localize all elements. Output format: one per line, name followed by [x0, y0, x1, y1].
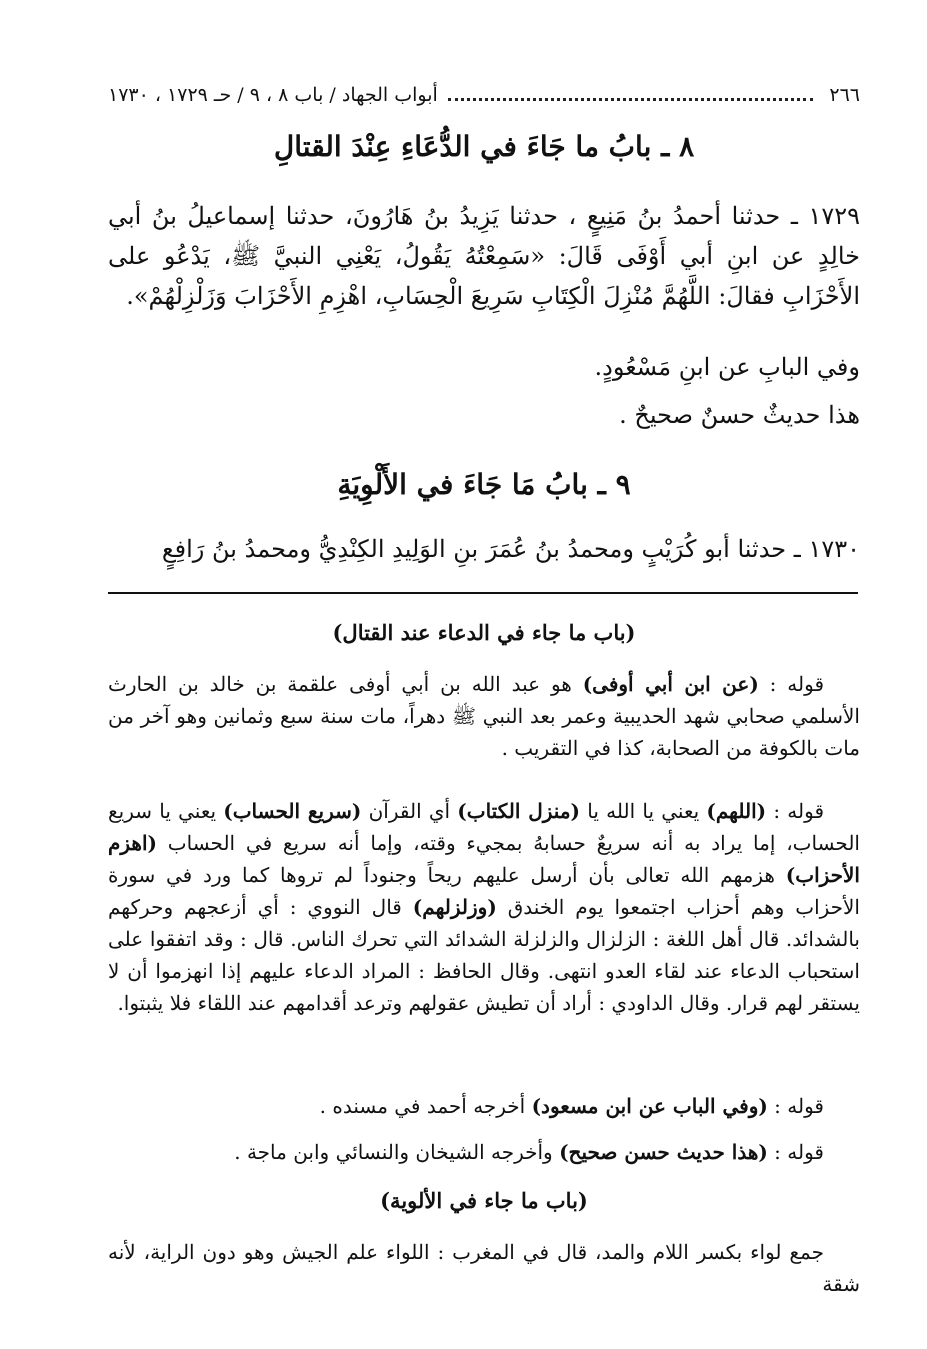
- page-header: [108, 80, 860, 110]
- commentary-title-2: (باب ما جاء في الألوية): [380, 1188, 588, 1213]
- commentary-paragraph-1: [108, 668, 860, 764]
- quoted-phrase: (منزل الكتاب): [457, 799, 581, 823]
- quoted-phrase: (هذا حديث حسن صحيح): [559, 1140, 768, 1164]
- qawluhu-label: قوله :: [766, 799, 825, 823]
- hadith-1730: ١٧٣٠ ـ حدثنا أبو كُرَيْبٍ ومحمدُ بنُ عُمَرَ بنِ الوَلِيدِ الكِنْدِيُّ ومحمدُ بنُ رَافِعٍ: [161, 535, 860, 563]
- qawluhu-label: قوله :: [767, 1094, 824, 1118]
- commentary-paragraph-5: جمع لواء بكسر اللام والمد، قال في المغرب : اللواء علم الجيش وهو دون الراية، لأنه شقة: [108, 1240, 860, 1296]
- commentary-title-1: (باب ما جاء في الدعاء عند القتال): [332, 620, 636, 645]
- quoted-phrase: (عن ابن أبي أوفى): [582, 672, 759, 696]
- chapter-8-title: ٨ ـ بابُ ما جَاءَ في الدُّعَاءِ عِنْدَ القتالِ: [273, 130, 695, 163]
- quoted-phrase: (اهزم الأحزاب): [108, 831, 860, 887]
- page-number: ٢٦٦: [829, 84, 860, 106]
- header-leader-dots: [448, 98, 814, 101]
- commentary-text: وأخرجه الشيخان والنسائي وابن ماجة .: [234, 1140, 560, 1164]
- hadith-1729: ١٧٢٩ ـ حدثنا أحمدُ بنُ مَنِيعٍ ، حدثنا يَزِيدُ بنُ هَارُونَ، حدثنا إسماعيلُ بنُ أبي خالِدٍ عن ابنِ أبي أَوْفَى قَالَ: «سَمِعْتُهُ يَقُولُ، يَعْنِي النبيَّ ﷺ، يَدْعُو على الأَحْزَابِ فقالَ: اللَّهُمَّ مُنْزِلَ الْكِتَابِ سَرِيعَ الْحِسَابِ، اهْزِمِ الأَحْزَابَ وَزَلْزِلْهُمْ».: [108, 202, 860, 310]
- hadith-grading-line: هذا حديثٌ حسنٌ صحيحٌ .: [619, 401, 860, 429]
- bab-reference-line: وفي البابِ عن ابنِ مَسْعُودٍ.: [594, 353, 860, 381]
- quoted-phrase: (سريع الحساب): [223, 799, 362, 823]
- commentary-text: هو عبد الله بن أبي أوفى علقمة بن خالد بن الحارث الأسلمي صحابي شهد الحديبية وعمر بعد النبي ﷺ دهراً، مات سنة سبع وثمانين وهو آخر من مات بالكوفة من الصحابة، كذا في التقريب .: [108, 672, 860, 760]
- qawluhu-label: قوله :: [758, 672, 825, 696]
- quoted-phrase: (اللهم): [706, 799, 767, 823]
- chapter-9-title: ٩ ـ بابُ مَا جَاءَ في الأَلْوِيَةِ: [337, 468, 631, 501]
- qawluhu-label: قوله :: [767, 1140, 824, 1164]
- commentary-paragraph-4: [108, 1136, 860, 1168]
- commentary-paragraph-2: [108, 795, 860, 1019]
- commentary-separator: [108, 592, 858, 594]
- running-title: أبواب الجهاد / باب ٨ ، ٩ / حـ ١٧٢٩ ، ١٧٣٠: [108, 84, 438, 106]
- quoted-phrase: (وزلزلهم): [412, 895, 497, 919]
- commentary-text: يعني يا سريع الحساب، إما يراد به أنه سريعٌ حسابهُ بمجيء وقته، وإما أنه سريع في الحساب: [108, 799, 860, 855]
- quoted-phrase: (وفي الباب عن ابن مسعود): [531, 1094, 768, 1118]
- commentary-text: هزمهم الله تعالى بأن أرسل عليهم ريحاً وجنوداً لم تروها كما ورد في سورة الأحزاب وهم أحزاب اجتمعوا يوم الخندق: [108, 863, 860, 919]
- commentary-text: أخرجه أحمد في مسنده .: [319, 1094, 532, 1118]
- commentary-text: أي القرآن: [361, 799, 458, 823]
- commentary-text: قال النووي : أي أزعجهم وحركهم بالشدائد. قال أهل اللغة : الزلزال والزلزلة الشدائد التي تحرك الناس. قال : وقد اتفقوا على استحباب الدعاء عند لقاء العدو انتهى. وقال الحافظ : المراد الدعاء عليهم إذا انهزموا أن لا يستقر لهم قرار. وقال الداودي : أراد أن تطيش عقولهم وترعد أقدامهم عند اللقاء فلا يثبتوا.: [108, 895, 860, 1015]
- commentary-text: يعني يا الله يا: [580, 799, 707, 823]
- commentary-paragraph-3: [108, 1090, 860, 1122]
